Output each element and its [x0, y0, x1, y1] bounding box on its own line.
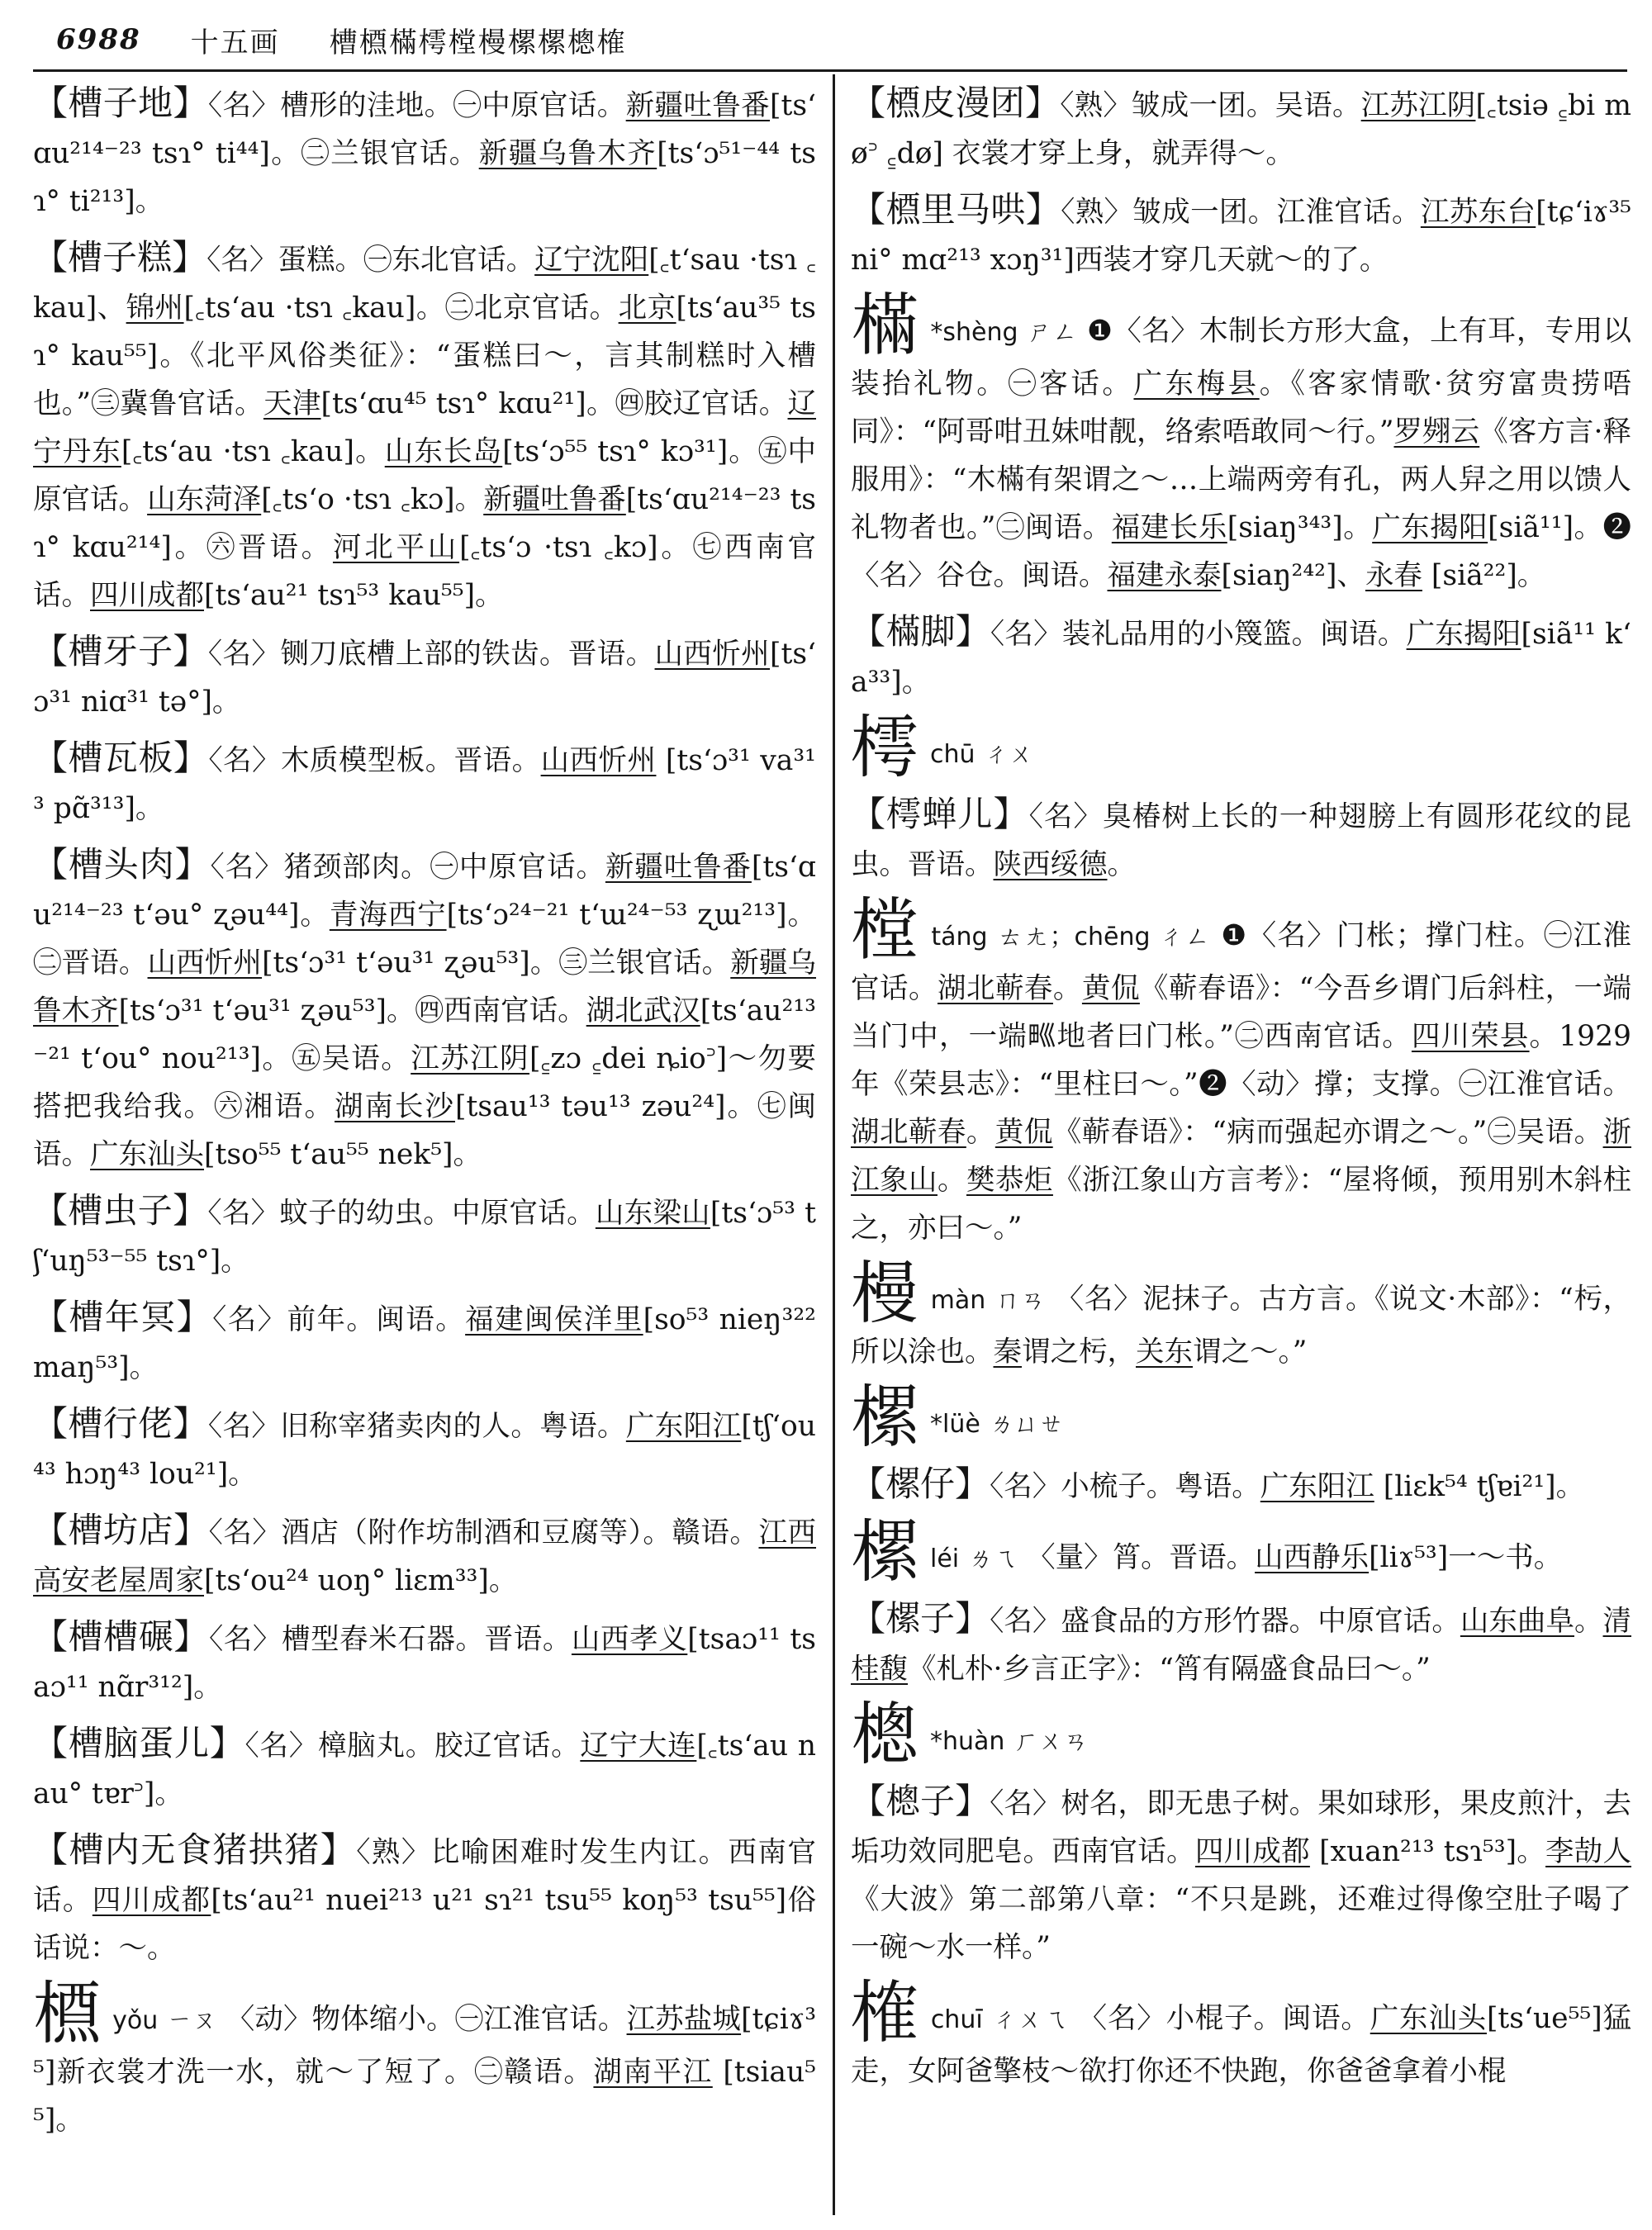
headword-character: 榷: [851, 1974, 919, 2052]
character-entry: [851, 891, 1631, 1252]
place-name: 辽宁丹东: [33, 387, 816, 468]
entry-text: 〈名〉铡刀底槽上部的铁齿。晋语。: [207, 638, 655, 671]
place-name: 陕西绥德: [993, 848, 1108, 881]
place-name: 福建永泰: [1107, 559, 1222, 592]
place-name: 福建闽侯洋里: [465, 1303, 643, 1336]
place-name: 广东阳江: [625, 1410, 742, 1443]
entry-text: 《蕲春语》：“今吾乡谓门后斜柱，一端当门中，一端𤰝地者曰门枨。”㊁西南官话。: [851, 972, 1631, 1053]
entry-text: [tsʻɔ³¹ niɑ³¹ tə°]。: [33, 638, 816, 719]
dictionary-entry: [33, 234, 816, 619]
entry-text: 。: [937, 1164, 966, 1197]
place-name: 山东曲阜: [1460, 1605, 1574, 1638]
entry-headword: 【槽子地】: [33, 83, 208, 123]
entry-text: [꜁zɔ ꜁dei ȵio꜄]～勿要搭把我给我。㊅湘语。: [33, 1042, 816, 1123]
place-name: 山西忻州: [654, 638, 771, 671]
entry-headword: 【樠脚】: [851, 611, 990, 652]
zhuyin: ㄊㄤ；chēng ㄔㄥ: [997, 923, 1212, 951]
entry-text: [tsʻɑu²¹⁴⁻²³ tsɿ° kɑu²¹⁴]。㊅晋语。: [33, 483, 816, 564]
headword-character: 樘: [851, 891, 920, 970]
character-entry: [851, 709, 1631, 787]
place-name: 江苏盐城: [626, 2003, 742, 2036]
entry-text: [siaŋ²⁴²]、: [1221, 559, 1365, 592]
entry-text: 〈熟〉皱成一团。吴语。: [1060, 89, 1361, 122]
dictionary-entry: [33, 79, 816, 225]
pinyin: *shèng: [930, 318, 1018, 347]
entry-text: 《客方言·释服用》：“木樠有架谓之～…上端两旁有孔，两人舁之用以馈人礼物者也。”㊁闽语。: [851, 415, 1631, 544]
entry-text: [siã¹¹]。❷〈名〉谷仓。闽语。: [851, 511, 1631, 592]
entry-headword: 【槽子糕】: [33, 237, 207, 278]
entry-text: 〈名〉槽型舂米石器。晋语。: [208, 1623, 572, 1656]
place-name: 山西忻州: [540, 744, 657, 777]
entry-text: [tsʻue⁵⁵]猛走，女阿爸擎枝～欲打你还不快跑，你爸爸拿着小棍: [851, 2002, 1631, 2088]
place-name: 罗翙云: [1393, 415, 1480, 448]
place-name: 四川成都: [92, 1884, 211, 1917]
entry-headword: 【槽牙子】: [33, 631, 208, 671]
entry-text: 〈名〉木质模型板。晋语。: [208, 744, 541, 777]
left-column: [33, 79, 816, 2222]
entry-text: 谓之杇，: [1022, 1336, 1136, 1369]
entry-text: 。《客家情歌·贫穷富贵捞唔同》：“阿哥咁丑妹咁靓，络索唔敢同～行。”: [851, 368, 1631, 448]
entry-text: [꜀tsʻo ·tsɿ ꜀kɔ]。: [261, 483, 484, 516]
zhuyin: ㄏㄨㄢ: [1014, 1727, 1089, 1756]
entry-text: 〈名〉樟脑丸。胶辽官话。: [244, 1729, 581, 1763]
entry-headword: 【槱里马哄】: [851, 189, 1061, 230]
place-name: 辽宁沈阳: [534, 244, 649, 277]
page-header: [56, 15, 1619, 64]
entry-text: [tsʻɔ⁵⁵ tsɿ° kɔ³¹]。㊄中原官话。: [33, 435, 816, 516]
right-column: [851, 79, 1631, 2222]
entry-text: 《浙江象山方言考》：“屋将倾，预用别木斜柱之，亦曰～。”: [851, 1164, 1631, 1245]
entry-text: [tsʻau³⁵ tsɿ° kau⁵⁵]。《北平风俗类征》：“蛋糕曰～，言其制糕时入槽也。”㊂冀鲁官话。: [33, 292, 816, 420]
entry-text: 〈名〉猪颈部肉。㊀中原官话。: [210, 851, 605, 884]
pinyin: yǒu: [112, 2006, 159, 2035]
entry-text: 〈熟〉皱成一团。江淮官话。: [1061, 196, 1421, 229]
headword-character: 樏: [851, 1378, 919, 1457]
place-name: 山东菏泽: [147, 483, 262, 516]
entry-text: [tsaɔ¹¹ tsaɔ¹¹ nɑ̃r³¹²]。: [33, 1623, 816, 1704]
place-name: 江西高安老屋周家: [33, 1516, 816, 1597]
entry-headword: 【樏子】: [851, 1598, 990, 1639]
place-name: 广东汕头: [90, 1138, 204, 1171]
entry-headword: 【槽瓦板】: [33, 738, 209, 778]
place-name: 山西孝义: [571, 1623, 688, 1656]
entry-headword: 【槱皮漫团】: [851, 83, 1061, 123]
page-number: 6988: [56, 23, 141, 56]
place-name: 樊恭炬: [966, 1164, 1053, 1197]
entry-text: [xuan²¹³ tsɿ⁵³]。: [1309, 1835, 1546, 1868]
place-name: 湖南平江: [593, 2056, 713, 2089]
place-name: 浙江象山: [851, 1116, 1631, 1197]
entry-headword: 【槽内无食猪拱猪】: [33, 1829, 357, 1870]
place-name: 河北平山: [332, 531, 460, 564]
place-name: 湖南长沙: [335, 1090, 455, 1123]
zhuyin: ㄔㄨㄟ: [992, 2005, 1069, 2034]
entry-text: [tsʻɑu⁴⁵ tsɿ° kɑu²¹]。㊃胶辽官话。: [320, 387, 788, 420]
entry-text: 〈熟〉比喻困难时发生内讧。西南官话。: [33, 1836, 816, 1917]
entry-text: 〈名〉小棍子。闽语。: [1068, 2002, 1370, 2035]
place-name: 广东揭阳: [1406, 618, 1521, 651]
dictionary-entry: [851, 790, 1631, 889]
entry-text: 谓之～。”: [1193, 1336, 1308, 1369]
entry-headword: 【槽脑蛋儿】: [33, 1723, 245, 1763]
entry-text: [tsʻɔ³¹ tʻəu³¹ ʐəu⁵³]。㊃西南官话。: [118, 994, 586, 1027]
header-rule: [33, 69, 1627, 72]
place-name: 四川荣县: [1411, 1020, 1530, 1053]
entry-text: [tsʻɔ⁵³ tʃʻuŋ⁵³⁻⁵⁵ tsɿ°]。: [33, 1197, 816, 1278]
entry-text: 《大波》第二部第八章：“不只是跳，还难过得像空肚子喝了一碗～水一样。”: [851, 1883, 1631, 1964]
column-divider: [833, 74, 835, 2215]
entry-text: [tɕiɤ³⁵]新衣裳才洗一水，就～了短了。㊁赣语。: [33, 2003, 816, 2089]
place-name: 湖北武汉: [586, 994, 700, 1027]
pinyin: chuī: [930, 2005, 983, 2034]
headword-character: 樠: [851, 287, 919, 365]
entry-text: [liɤ⁵³]一～书。: [1369, 1541, 1563, 1574]
headword-character: 樏: [851, 1513, 919, 1592]
dictionary-entry: [851, 608, 1631, 706]
zhuyin: ㄔㄨ: [984, 740, 1034, 769]
entry-text: [tɕʻiɤ³⁵ ni° mɑ²¹³ xɔŋ³¹]西装才穿几天就～的了。: [851, 196, 1631, 277]
headword-character: 槾: [851, 1255, 919, 1333]
place-name: 永春: [1365, 559, 1422, 592]
entry-text: [꜀tsʻau nau° tɐr꜄]。: [33, 1729, 816, 1810]
dictionary-entry: [33, 1826, 816, 1972]
character-entry: [851, 1696, 1631, 1774]
entry-text: 〈名〉蚊子的幼虫。中原官话。: [207, 1197, 596, 1230]
pinyin: chū: [930, 740, 976, 769]
entry-headword: 【槽坊店】: [33, 1510, 209, 1550]
header-characters: 槽槱樠樗樘槾樏樏樬榷: [329, 26, 627, 59]
dictionary-entry: [33, 628, 816, 726]
dictionary-entry: [33, 1293, 816, 1392]
pinyin: léi: [930, 1544, 960, 1573]
zhuyin: ㄌㄟ: [968, 1544, 1018, 1573]
entry-text: [tsʻou²⁴ uoŋ° liɛm³³]。: [204, 1564, 518, 1597]
place-name: 新疆吐鲁番: [483, 483, 626, 516]
entry-text: [tsʻɔ²⁴⁻²¹ tʻɯ²⁴⁻⁵³ ʐɯ²¹³]。㊁晋语。: [33, 899, 816, 980]
entry-text: [tso⁵⁵ tʻau⁵⁵ nek⁵]。: [204, 1138, 482, 1171]
place-name: 湖北蕲春: [851, 1116, 966, 1149]
place-name: 广东揭阳: [1372, 511, 1488, 544]
entry-text: [liɛk⁵⁴ tʃɐi²¹]。: [1374, 1470, 1585, 1503]
place-name: 山西静乐: [1255, 1541, 1370, 1574]
headword-character: 槱: [33, 1975, 102, 2053]
place-name: 四川成都: [90, 579, 204, 612]
dictionary-entry: [33, 1720, 816, 1818]
dictionary-entry: [851, 79, 1631, 178]
pinyin: *lüè: [930, 1410, 980, 1439]
entry-text: 〈名〉槽形的洼地。㊀中原官话。: [207, 89, 626, 122]
dictionary-entry: [33, 1613, 816, 1711]
dictionary-entry: [851, 1460, 1631, 1511]
entry-headword: 【樗蝉儿】: [851, 794, 1029, 834]
entry-headword: 【槽年冥】: [33, 1297, 213, 1337]
place-name: 黄侃: [995, 1116, 1053, 1149]
entry-text: 《札朴·乡言正字》：“筲有隔盛食品曰～。”: [908, 1653, 1431, 1686]
place-name: 山东梁山: [595, 1197, 710, 1230]
dictionary-entry: [851, 1777, 1631, 1971]
zhuyin: ㄕㄥ: [1027, 318, 1078, 347]
place-name: 黄侃: [1081, 972, 1140, 1005]
place-name: 广东汕头: [1370, 2002, 1487, 2035]
place-name: 广东阳江: [1260, 1470, 1374, 1503]
dictionary-entry: [33, 1400, 816, 1498]
entry-text: [siaŋ³⁴³]。: [1227, 511, 1373, 544]
entry-headword: 【槽头肉】: [33, 844, 211, 885]
entry-text: [꜀tsʻau ·tsɿ ꜀kau]。: [121, 435, 385, 468]
entry-text: [tsiau⁵⁵]。: [33, 2056, 816, 2137]
entry-text: 。: [966, 1116, 995, 1149]
entry-text: [꜀tsʻɔ ·tsɿ ꜀kɔ]。㊆西南官话。: [33, 531, 816, 612]
entry-text: [꜀tsiə ꜁bi mø꜄ ꜁dø] 衣裳才穿上身，就弄得～。: [851, 89, 1631, 170]
place-name: 青海西宁: [329, 899, 447, 932]
character-entry: [851, 1378, 1631, 1457]
place-name: 江苏江阴: [1360, 89, 1476, 122]
dictionary-entry: [33, 734, 816, 833]
place-name: 新疆乌鲁木齐: [33, 947, 816, 1027]
place-name: 天津: [263, 387, 321, 420]
entry-text: 〈名〉树名，即无患子树。果如球形，果皮煎汁，去垢功效同肥皂。西南官话。: [851, 1787, 1631, 1868]
place-name: 新疆吐鲁番: [625, 89, 771, 122]
character-entry: [851, 1974, 1631, 2095]
dictionary-entry: [33, 1506, 816, 1605]
place-name: 四川成都: [1194, 1835, 1310, 1868]
character-entry: [851, 287, 1631, 600]
entry-text: 。: [1574, 1605, 1603, 1638]
entry-headword: 【槽行佬】: [33, 1403, 208, 1444]
entry-text: [tsʻɔ³¹ tʻəu³¹ ʐəu⁵³]。㊂兰银官话。: [262, 947, 731, 980]
entry-text: 〈动〉物体缩小。㊀江淮官话。: [216, 2003, 627, 2036]
dictionary-entry: [33, 1187, 816, 1285]
place-name: 江苏东台: [1420, 196, 1536, 229]
zhuyin: ㄧㄡ: [167, 2006, 217, 2035]
entry-headword: 【樏仔】: [851, 1464, 990, 1504]
entry-text: ❶〈名〉木制长方形大盒，上有耳，专用以装抬礼物。㊀客话。: [851, 315, 1631, 401]
place-name: 锦州: [126, 292, 184, 325]
entry-text: 〈量〉筲。晋语。: [1018, 1541, 1256, 1574]
entry-text: [tsʻɔ⁵¹⁻⁴⁴ tsɿ° ti²¹³]。: [33, 137, 816, 218]
entry-text: 《蕲春语》：“病而强起亦谓之～。”㊁吴语。: [1052, 1116, 1603, 1149]
entry-text: 〈名〉泥抹子。古方言。《说文·木部》：“杇，所以涂也。: [851, 1283, 1631, 1369]
entry-text: 〈名〉小梳子。粤语。: [990, 1470, 1260, 1503]
entry-text: 〈名〉臭椿树上长的一种翅膀上有圆形花纹的昆虫。晋语。: [851, 800, 1631, 881]
entry-text: [tsau¹³ təu¹³ zəu²⁴]。㊆闽语。: [33, 1090, 816, 1171]
place-name: 山东长岛: [384, 435, 503, 468]
place-name: 北京: [618, 292, 676, 325]
entry-headword: 【槽槽碾】: [33, 1616, 209, 1657]
dictionary-entry: [851, 186, 1631, 284]
pinyin: màn: [930, 1286, 986, 1315]
character-entry: [851, 1513, 1631, 1592]
character-entry: [33, 1975, 816, 2144]
entry-text: 。: [1052, 972, 1082, 1005]
place-name: 新疆乌鲁木齐: [478, 137, 657, 170]
entry-text: 〈名〉酒店（附作坊制酒和豆腐等）。赣语。: [208, 1516, 759, 1549]
place-name: 山西忻州: [147, 947, 263, 980]
place-name: 清桂馥: [851, 1605, 1631, 1686]
place-name: 秦: [993, 1336, 1022, 1369]
character-entry: [851, 1255, 1631, 1376]
entry-text: [꜀tsʻau ·tsɿ ꜀kau]。㊁北京官话。: [183, 292, 619, 325]
pinyin: táng: [931, 923, 988, 951]
place-name: 辽宁大连: [580, 1729, 697, 1763]
entry-text: [tsʻau²¹ nuei²¹³ u²¹ sɿ²¹ tsu⁵⁵ koŋ⁵³ tsu⁵⁵]俗话说：～。: [33, 1884, 816, 1965]
place-name: 关东: [1136, 1336, 1193, 1369]
entry-text: ❶〈名〉门枨；撑门柱。㊀江淮官话。: [851, 919, 1631, 1005]
entry-text: [tsʻau²¹³⁻²¹ tʻou° nou²¹³]。㊄吴语。: [33, 994, 816, 1075]
section-label: 十五画: [190, 26, 280, 59]
dictionary-entry: [33, 841, 816, 1179]
entry-headword: 【樬子】: [851, 1781, 990, 1821]
pinyin: *huàn: [930, 1727, 1005, 1756]
entry-text: [tsʻɔ³¹ va³¹³ pɑ̃³¹³]。: [33, 744, 816, 825]
place-name: 江苏江阴: [411, 1042, 530, 1075]
entry-text: [so⁵³ nieŋ³²² maŋ⁵³]。: [33, 1303, 816, 1384]
place-name: 新疆吐鲁番: [605, 851, 752, 884]
entry-text: 〈名〉蛋糕。㊀东北官话。: [206, 244, 535, 277]
dictionary-entry: [851, 1595, 1631, 1693]
entry-text: 〈名〉旧称宰猪卖肉的人。粤语。: [207, 1410, 626, 1443]
entry-text: [siã¹¹ kʻa³³]。: [851, 618, 1631, 699]
entry-text: 。1929年《荣县志》：“里柱曰～。”❷〈动〉撑；支撑。㊀江淮官话。: [851, 1020, 1631, 1101]
entry-text: [tʃʻou⁴³ hɔŋ⁴³ lou²¹]。: [33, 1410, 816, 1491]
place-name: 湖北蕲春: [937, 972, 1053, 1005]
headword-character: 樬: [851, 1696, 919, 1774]
entry-text: [tsʻɑu²¹⁴⁻²³ tsɿ° ti⁴⁴]。㊁兰银官话。: [33, 89, 816, 170]
place-name: 李劼人: [1545, 1835, 1631, 1868]
entry-text: [tsʻɑu²¹⁴⁻²³ tʻəu° ʐəu⁴⁴]。: [33, 851, 816, 932]
entry-text: 〈名〉盛食品的方形竹器。中原官话。: [990, 1605, 1460, 1638]
place-name: 福建长乐: [1111, 511, 1227, 544]
entry-headword: 【槽虫子】: [33, 1190, 208, 1231]
zhuyin: ㄌㄩㄝ: [989, 1410, 1064, 1439]
headword-character: 樗: [851, 709, 919, 787]
place-name: 广东梅县: [1133, 368, 1260, 401]
entry-text: [꜀tʻsau ·tsɿ ꜀kau]、: [33, 244, 816, 325]
entry-text: [siã²²]。: [1422, 559, 1546, 592]
zhuyin: ㄇㄢ: [995, 1286, 1047, 1315]
entry-text: [tsʻau²¹ tsɿ⁵³ kau⁵⁵]。: [204, 579, 504, 612]
entry-text: 。: [1107, 848, 1136, 881]
entry-text: 〈名〉装礼品用的小篾篮。闽语。: [990, 618, 1407, 651]
entry-text: 〈名〉前年。闽语。: [212, 1303, 466, 1336]
